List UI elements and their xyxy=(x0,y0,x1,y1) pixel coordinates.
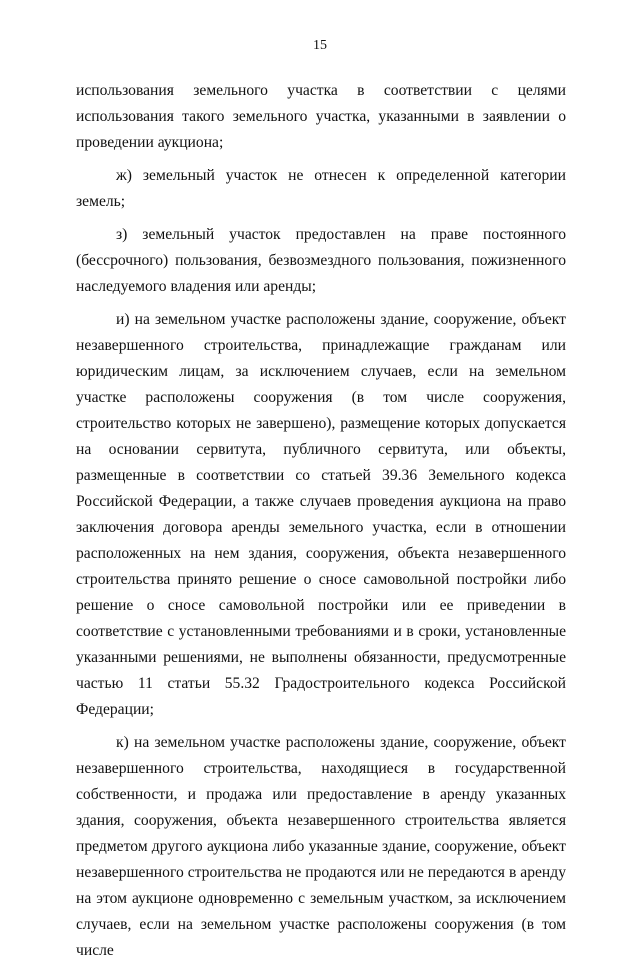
paragraph-item-i: и) на земельном участке расположены здание, сооружение, объект незавершенного строительства, принадлежащие гражданам или юридическим лицам, за исключением случаев, если на земельном участке расположены сооружения (в том числе сооружения, строительство которых не завершено), размещение которых допускается на основании сервитута, публичного сервитута, или объекты, размещенные в соответствии со статьей 39.36 Земельного кодекса Российской Федерации, а также случаев проведения аукциона на право заключения договора аренды земельного участка, если в отношении расположенных на нем здания, сооружения, объекта незавершенного строительства принято решение о сносе самовольной постройки либо решение о сносе самовольной постройки или ее приведении в соответствие с установленными требованиями и в сроки, установленные указанными решениями, не выполнены обязанности, предусмотренные частью 11 статьи 55.32 Градостроительного кодекса Российской Федерации; xyxy=(76,311,566,718)
document-body xyxy=(76,78,566,971)
paragraph-item-k: к) на земельном участке расположены здание, сооружение, объект незавершенного строительства, находящиеся в государственной собственности, и продажа или предоставление в аренду указанных здания, сооружения, объекта незавершенного строительства является предметом другого аукциона либо указанные здание, сооружение, объект незавершенного строительства не продаются или не передаются в аренду на этом аукционе одновременно с земельным участком, за исключением случаев, если на земельном участке расположены сооружения (в том числе xyxy=(76,734,566,959)
page-number: 15 xyxy=(313,38,327,53)
paragraph-item-z: з) земельный участок предоставлен на праве постоянного (бессрочного) пользования, безвозмездного пользования, пожизненного наследуемого владения или аренды; xyxy=(76,226,566,295)
paragraph-item-zh: ж) земельный участок не отнесен к определенной категории земель; xyxy=(76,167,566,210)
paragraph-continuation: использования земельного участка в соответствии с целями использования такого земельного участка, указанными в заявлении о проведении аукциона; xyxy=(76,82,566,151)
